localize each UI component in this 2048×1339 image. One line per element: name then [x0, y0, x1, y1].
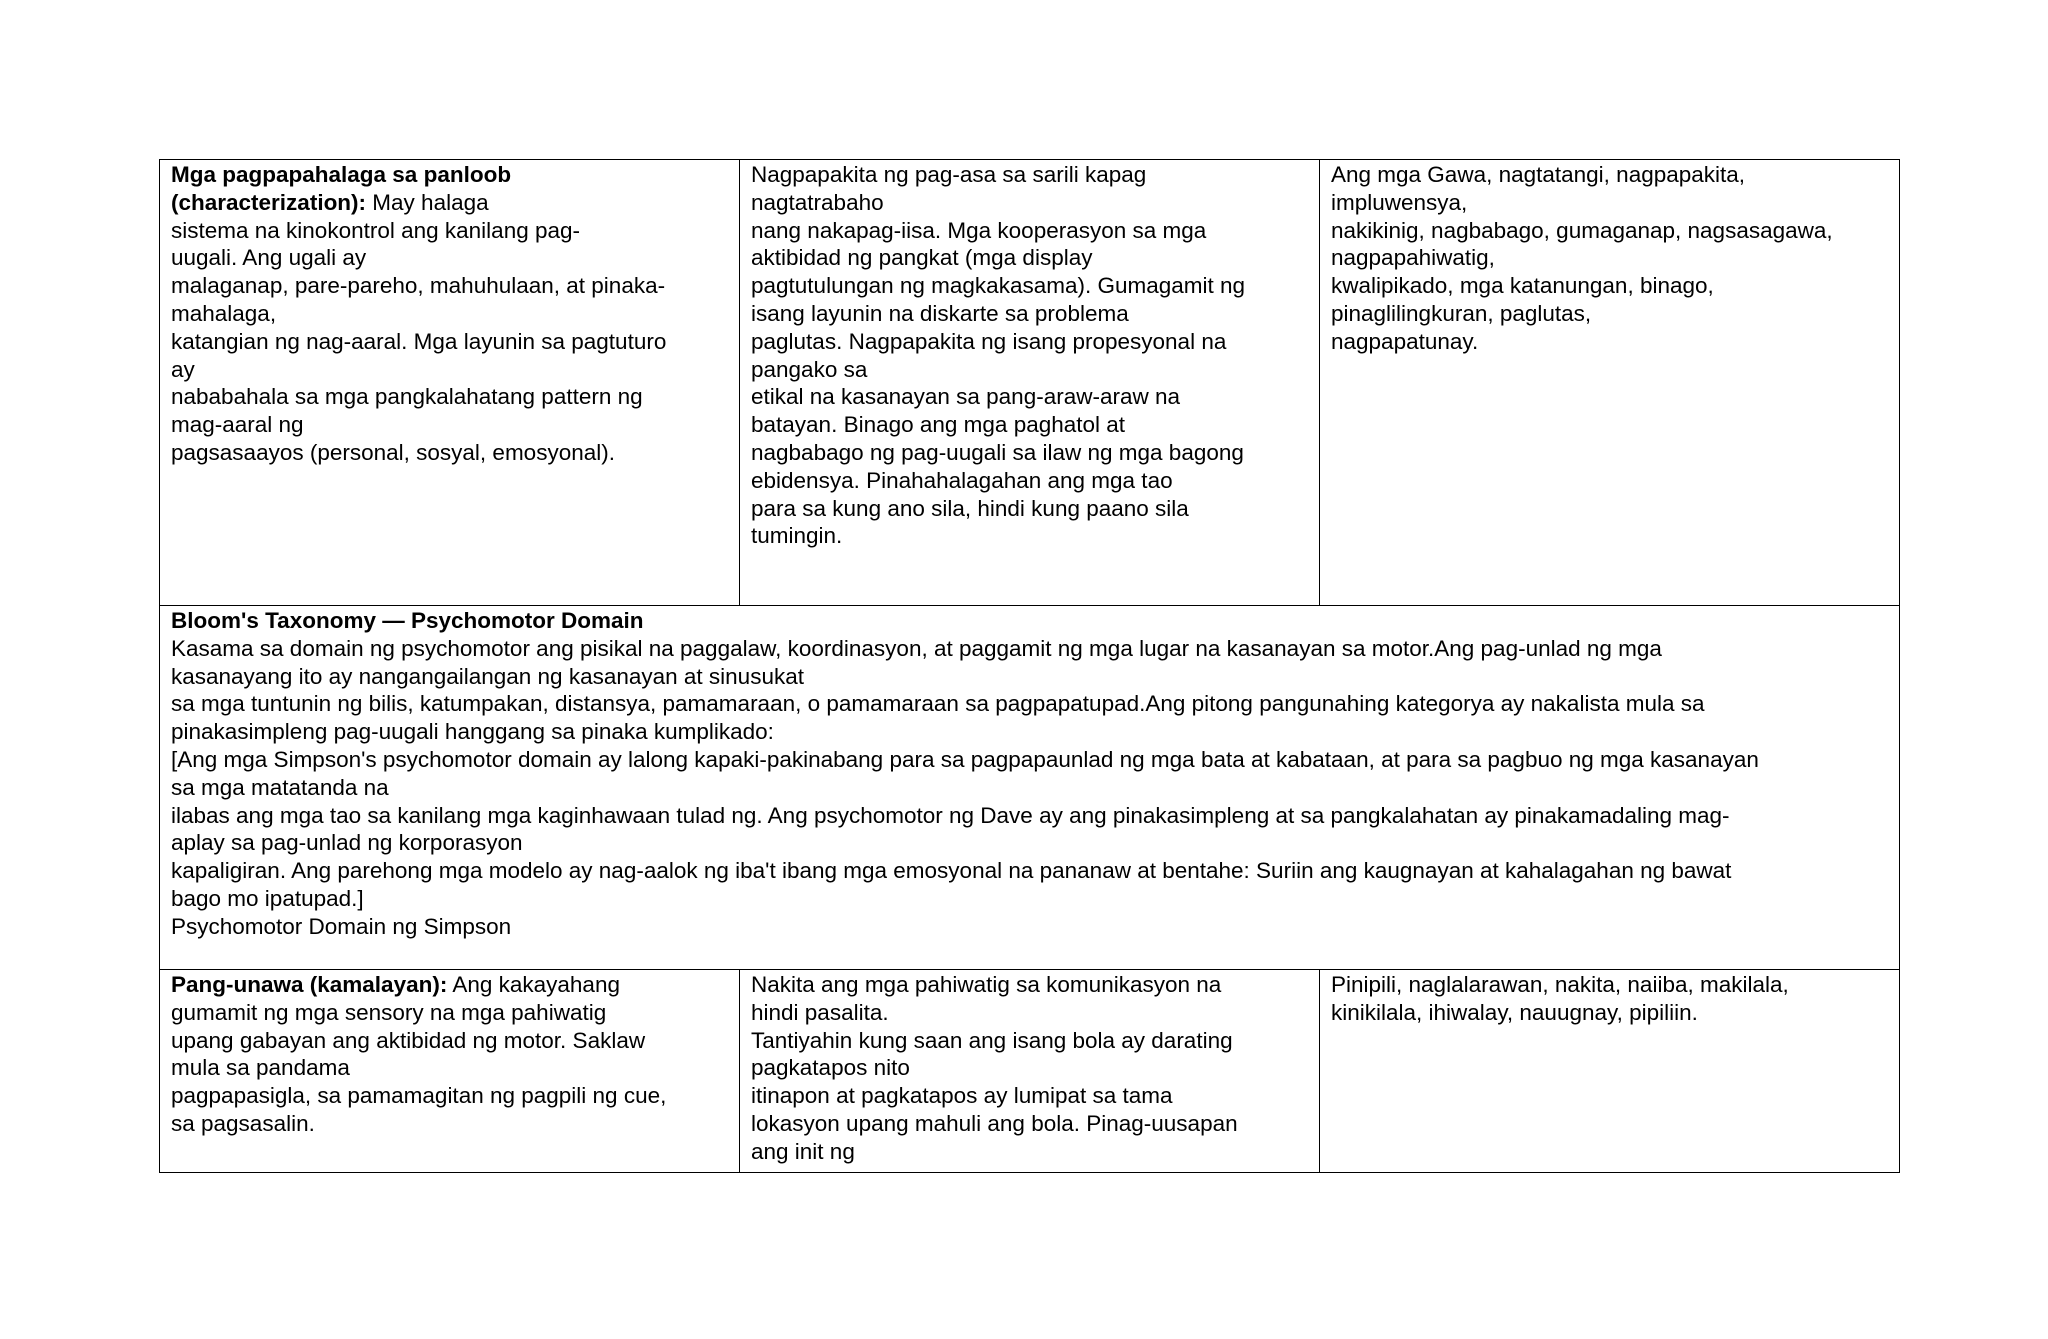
cell-text-line: ay: [171, 356, 195, 382]
cell-text-line: nagpapahiwatig,: [1331, 245, 1495, 271]
cell-heading-line-with-text: [171, 971, 728, 999]
cell-text-line: mahalaga,: [171, 300, 277, 326]
cell-heading-line-with-text: [171, 189, 728, 217]
cell-text-line: katangian ng nag-aaral. Mga layunin sa pagtuturo: [171, 328, 667, 354]
characterization-keywords-cell: [1320, 160, 1900, 606]
cell-text-line: Psychomotor Domain ng Simpson: [171, 913, 512, 939]
cell-text-line: nagbabago ng pag-uugali sa ilaw ng mga bagong: [751, 439, 1244, 465]
cell-text-line: isang layunin na diskarte sa problema: [751, 300, 1129, 326]
cell-text-line: tumingin.: [751, 523, 843, 549]
cell-heading-line: Pang-unawa (kamalayan):: [171, 972, 448, 997]
cell-text-line: sa pagsasalin.: [171, 1110, 315, 1136]
cell-text-line: kapaligiran. Ang parehong mga modelo ay nag-aalok ng iba't ibang mga emosyonal na pananaw at bentahe: Suriin ang kaugnayan at kahalagahan ng bawat: [171, 858, 1732, 884]
cell-text-line: paglutas. Nagpapakita ng isang propesyonal na: [751, 328, 1227, 354]
cell-text-line: Tantiyahin kung saan ang isang bola ay darating: [751, 1027, 1233, 1053]
cell-text-line: [Ang mga Simpson's psychomotor domain ay lalong kapaki-pakinabang para sa pagpapaunlad ng mga bata at kabataan, at para sa pagbuo ng mga kasanayan: [171, 746, 1759, 772]
cell-text-line: pagtutulungan ng magkakasama). Gumagamit ng: [751, 273, 1246, 299]
cell-text-line: gumamit ng mga sensory na mga pahiwatig: [171, 999, 607, 1025]
cell-text-line: ilabas ang mga tao sa kanilang mga kaginhawaan tulad ng. Ang psychomotor ng Dave ay ang pinakasimpleng at sa pangkalahatan ay pinakamadaling mag-: [171, 802, 1730, 828]
table-row: [160, 606, 1900, 970]
cell-text-line: kasanayang ito ay nangangailangan ng kasanayan at sinusukat: [171, 663, 804, 689]
cell-text-line: kinikilala, ihiwalay, nauugnay, pipiliin.: [1331, 999, 1698, 1025]
cell-text-line: Pinipili, naglalarawan, nakita, naiiba, makilala,: [1331, 972, 1789, 997]
cell-text-line: itinapon at pagkatapos ay lumipat sa tama: [751, 1083, 1173, 1109]
section-heading: Bloom's Taxonomy — Psychomotor Domain: [171, 608, 644, 633]
characterization-description-cell: [160, 160, 740, 606]
cell-text-line: ang init ng: [751, 1138, 855, 1164]
cell-text-line: batayan. Binago ang mga paghatol at: [751, 412, 1126, 438]
cell-text-line: Ang mga Gawa, nagtatangi, nagpapakita,: [1331, 162, 1746, 187]
cell-text-line: nagpapatunay.: [1331, 328, 1479, 354]
cell-text-line: upang gabayan ang aktibidad ng motor. Saklaw: [171, 1027, 646, 1053]
cell-text-line: pinaglilingkuran, paglutas,: [1331, 300, 1592, 326]
cell-text-line: Kasama sa domain ng psychomotor ang pisikal na paggalaw, koordinasyon, at paggamit ng mga lugar na kasanayan sa motor.Ang pag-unlad ng mga: [171, 635, 1662, 661]
cell-text-line: nakikinig, nagbabago, gumaganap, nagsasagawa,: [1331, 217, 1833, 243]
cell-text-line: hindi pasalita.: [751, 999, 889, 1025]
cell-text-line: aplay sa pag-unlad ng korporasyon: [171, 830, 523, 856]
cell-text-line: ebidensya. Pinahahalagahan ang mga tao: [751, 467, 1173, 493]
cell-text-line: para sa kung ano sila, hindi kung paano sila: [751, 495, 1189, 521]
characterization-examples-cell: [740, 160, 1320, 606]
perception-keywords-cell: [1320, 970, 1900, 1173]
cell-text-line: bago mo ipatupad.]: [171, 885, 364, 911]
perception-description-cell: [160, 970, 740, 1173]
cell-heading-line: Mga pagpapahalaga sa panloob: [171, 162, 512, 187]
cell-text-line: uugali. Ang ugali ay: [171, 245, 367, 271]
cell-text-line: etikal na kasanayan sa pang-araw-araw na: [751, 384, 1181, 410]
cell-inline-text: Ang kakayahang: [447, 972, 620, 997]
cell-text-line: Nagpapakita ng pag-asa sa sarili kapag: [751, 162, 1147, 187]
cell-text-line: sa mga matatanda na: [171, 774, 389, 800]
cell-text-line: malaganap, pare-pareho, mahuhulaan, at pinaka-: [171, 273, 666, 299]
cell-text-line: kwalipikado, mga katanungan, binago,: [1331, 273, 1714, 299]
cell-text-line: sistema na kinokontrol ang kanilang pag-: [171, 217, 580, 243]
cell-text-line: lokasyon upang mahuli ang bola. Pinag-uusapan: [751, 1110, 1238, 1136]
cell-text-line: pangako sa: [751, 356, 868, 382]
cell-text-line: pagsasaayos (personal, sosyal, emosyonal).: [171, 439, 615, 465]
cell-text-line: Nakita ang mga pahiwatig sa komunikasyon na: [751, 972, 1222, 997]
cell-text-line: mula sa pandama: [171, 1055, 350, 1081]
cell-text-line: impluwensya,: [1331, 189, 1468, 215]
cell-text-line: pagpapasigla, sa pamamagitan ng pagpili ng cue,: [171, 1083, 667, 1109]
cell-text-line: nababahala sa mga pangkalahatang pattern ng: [171, 384, 643, 410]
cell-text-line: aktibidad ng pangkat (mga display: [751, 245, 1093, 271]
cell-text-line: mag-aaral ng: [171, 412, 304, 438]
perception-examples-cell: [740, 970, 1320, 1173]
cell-text-line: nagtatrabaho: [751, 189, 884, 215]
cell-text-line: pinakasimpleng pag-uugali hanggang sa pinaka kumplikado:: [171, 719, 774, 745]
psychomotor-domain-intro-cell: [160, 606, 1900, 970]
cell-text-line: sa mga tuntunin ng bilis, katumpakan, distansya, pamamaraan, o pamamaraan sa pagpapatupad.Ang pitong pangunahing kategorya ay nakalista mula sa: [171, 691, 1705, 717]
cell-text-line: nang nakapag-iisa. Mga kooperasyon sa mga: [751, 217, 1207, 243]
cell-text-line: pagkatapos nito: [751, 1055, 910, 1081]
cell-inline-text: May halaga: [366, 189, 489, 215]
psychomotor-domain-table: [159, 159, 1900, 1173]
cell-heading-line: (characterization):: [171, 189, 367, 215]
table-row: [160, 970, 1900, 1173]
table-row: [160, 160, 1900, 606]
